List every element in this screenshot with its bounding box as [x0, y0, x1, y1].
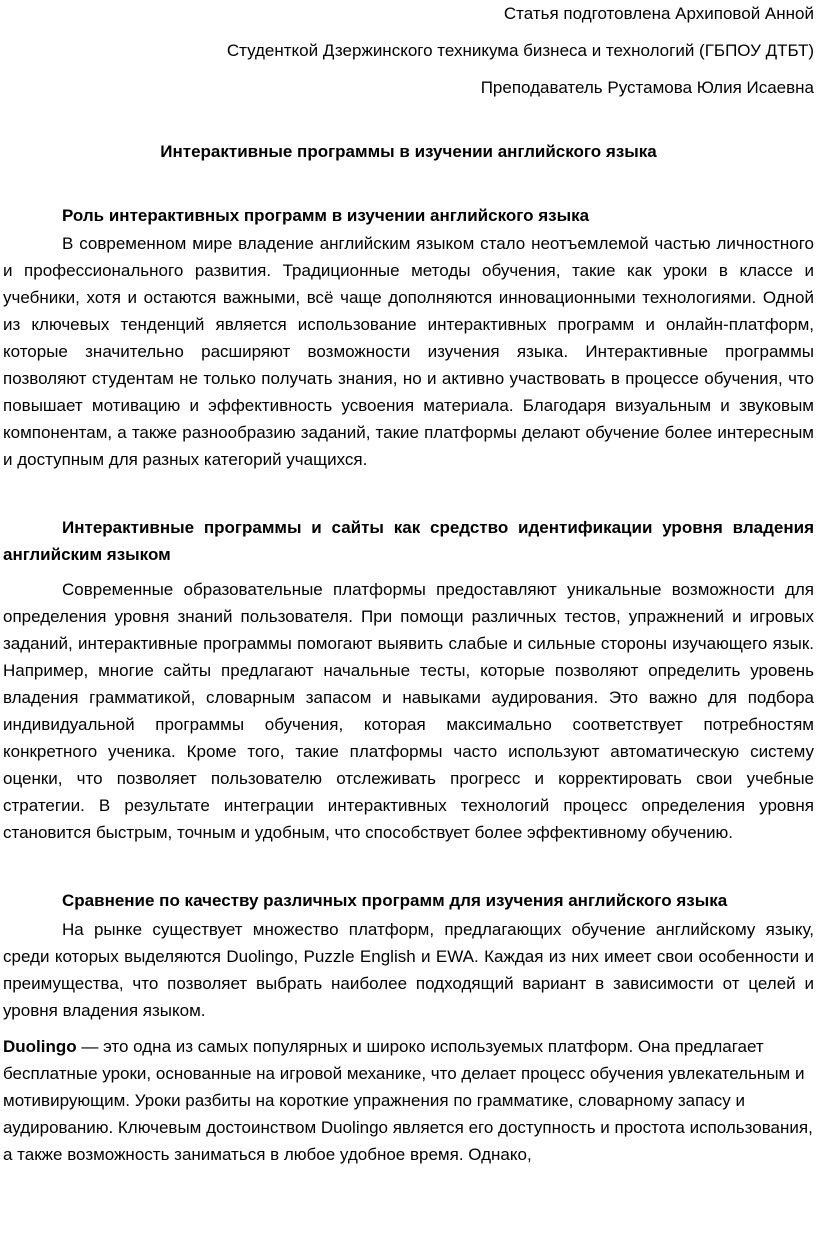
section-heading-level: Интерактивные программы и сайты как средство идентификации уровня владения английским языком	[3, 518, 814, 564]
institution-line: Студенткой Дзержинского техникума бизнеса и технологий (ГБПОУ ДТБТ)	[226, 41, 814, 60]
section-heading-comparison: Сравнение по качеству различных программ для изучения английского языка	[62, 891, 728, 910]
section-paragraph-role: В современном мире владение английским языком стало неотъемлемой частью личностного и профессионального развития. Традиционные методы обучения, такие как уроки в классе и учебники, хотя и остаются важными, всё чаще дополняются инновационными технологиями. Одной из ключевых тенденций является использование интерактивных программ и онлайн-платформ, которые значительно расширяют возможности изучения языка. Интерактивные программы позволяют студентам не только получать знания, но и активно участвовать в процессе обучения, что повышает мотивацию и эффективность усвоения материала. Благодаря визуальным и звуковым компонентам, а также разнообразию заданий, такие платформы делают обучение более интересным и доступным для разных категорий учащихся.	[3, 234, 814, 469]
section-paragraph-level: Современные образовательные платформы предоставляют уникальные возможности для определения уровня знаний пользователя. При помощи различных тестов, упражнений и игровых заданий, интерактивные программы помогают выявить слабые и сильные стороны изучающего язык. Например, многие сайты предлагают начальные тесты, которые позволяют определить уровень владения грамматикой, словарным запасом и навыками аудирования. Это важно для подбора индивидуальной программы обучения, которая максимально соответствует потребностям конкретного ученика. Кроме того, такие платформы часто используют автоматическую систему оценки, что позволяет пользователю отслеживать прогресс и корректировать свои учебные стратегии. В результате интеграции интерактивных технологий процесс определения уровня становится быстрым, точным и удобным, что способствует более эффективному обучению.	[3, 580, 814, 842]
section-heading-role: Роль интерактивных программ в изучении английского языка	[62, 206, 590, 225]
duolingo-term: Duolingo	[3, 1037, 77, 1056]
teacher-line: Преподаватель Рустамова Юлия Исаевна	[480, 78, 814, 97]
document-content	[3, 0, 814, 1168]
duolingo-paragraph	[3, 1033, 814, 1168]
duolingo-text: — это одна из самых популярных и широко используемых платформ. Она предлагает бесплатные уроки, основанные на игровой механике, что делает процесс обучения увлекательным и мотивирующим. Уроки разбиты на короткие упражнения по грамматике, словарному запасу и аудированию. Ключевым достоинством Duolingo является его доступность и простота использования, а также возможность заниматься в любое удобное время. Однако,	[3, 1037, 813, 1164]
author-line: Статья подготовлена Архиповой Анной	[503, 4, 814, 23]
section-paragraph-comparison: На рынке существует множество платформ, предлагающих обучение английскому языку, среди которых выделяются Duolingo, Puzzle English и EWA. Каждая из них имеет свои особенности и преимущества, что позволяет выбрать наиболее подходящий вариант в зависимости от целей и уровня владения языком.	[3, 920, 814, 1020]
article-title: Интерактивные программы в изучении английского языка	[160, 142, 657, 161]
